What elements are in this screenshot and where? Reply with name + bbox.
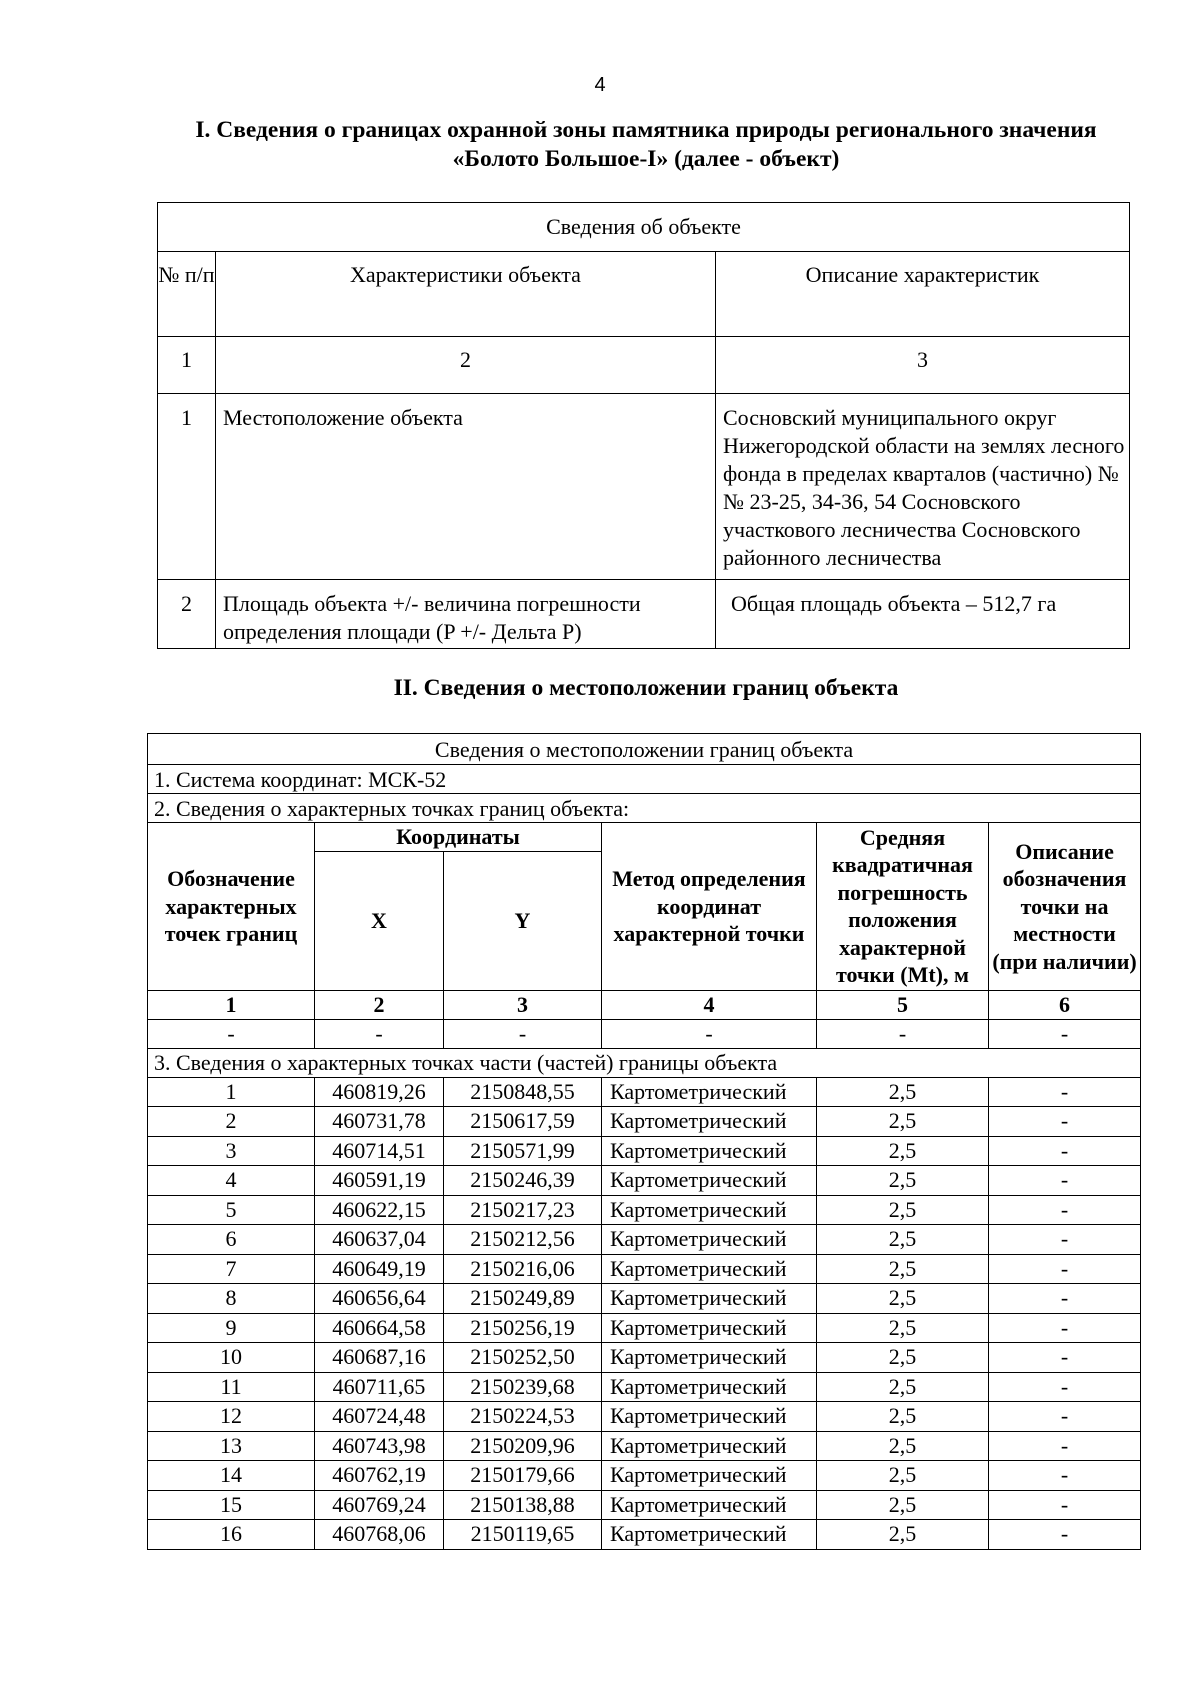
section1-title bbox=[150, 116, 1142, 174]
table-row bbox=[148, 1461, 1141, 1491]
x-coordinate-cell: 460649,19 bbox=[315, 1254, 444, 1284]
point-number-cell: 1 bbox=[148, 1077, 315, 1107]
y-coordinate-cell: 2150571,99 bbox=[444, 1136, 602, 1166]
error-cell: 2,5 bbox=[817, 1520, 989, 1550]
col-header-coordinates: Координаты bbox=[315, 823, 602, 852]
table-row bbox=[158, 580, 1130, 649]
col-header-description: Описание характеристик bbox=[716, 252, 1130, 337]
method-cell: Картометрический bbox=[602, 1225, 817, 1255]
error-cell: 2,5 bbox=[817, 1077, 989, 1107]
dash-cell: - bbox=[989, 1019, 1141, 1048]
error-cell: 2,5 bbox=[817, 1461, 989, 1491]
dash-cell: - bbox=[148, 1019, 315, 1048]
x-coordinate-cell: 460768,06 bbox=[315, 1520, 444, 1550]
x-coordinate-cell: 460714,51 bbox=[315, 1136, 444, 1166]
column-number-cell: 5 bbox=[817, 990, 989, 1019]
col-header-method: Метод определения координат характерной точки bbox=[602, 823, 817, 991]
point-number-cell: 3 bbox=[148, 1136, 315, 1166]
characteristic-cell: Площадь объекта +/- величина погрешности определения площади (P +/- Дельта P) bbox=[216, 580, 716, 649]
row-number: 1 bbox=[158, 394, 216, 580]
table-row bbox=[148, 1313, 1141, 1343]
point-description-cell: - bbox=[989, 1490, 1141, 1520]
column-number-cell: 4 bbox=[602, 990, 817, 1019]
x-coordinate-cell: 460622,15 bbox=[315, 1195, 444, 1225]
y-coordinate-cell: 2150224,53 bbox=[444, 1402, 602, 1432]
table-row bbox=[148, 1284, 1141, 1314]
col-header-y: Y bbox=[444, 851, 602, 990]
method-cell: Картометрический bbox=[602, 1490, 817, 1520]
column-number-cell: 6 bbox=[989, 990, 1141, 1019]
error-cell: 2,5 bbox=[817, 1284, 989, 1314]
error-cell: 2,5 bbox=[817, 1490, 989, 1520]
x-coordinate-cell: 460664,58 bbox=[315, 1313, 444, 1343]
method-cell: Картометрический bbox=[602, 1107, 817, 1137]
column-number-cell: 1 bbox=[148, 990, 315, 1019]
object-info-header: Сведения об объекте bbox=[158, 203, 1130, 252]
col-header-no: № п/п bbox=[158, 252, 216, 337]
point-description-cell: - bbox=[989, 1136, 1141, 1166]
error-cell: 2,5 bbox=[817, 1372, 989, 1402]
point-description-cell: - bbox=[989, 1343, 1141, 1373]
point-number-cell: 11 bbox=[148, 1372, 315, 1402]
y-coordinate-cell: 2150239,68 bbox=[444, 1372, 602, 1402]
x-coordinate-cell: 460724,48 bbox=[315, 1402, 444, 1432]
x-coordinate-cell: 460656,64 bbox=[315, 1284, 444, 1314]
x-coordinate-cell: 460769,24 bbox=[315, 1490, 444, 1520]
point-number-cell: 8 bbox=[148, 1284, 315, 1314]
point-description-cell: - bbox=[989, 1254, 1141, 1284]
point-number-cell: 10 bbox=[148, 1343, 315, 1373]
method-cell: Картометрический bbox=[602, 1284, 817, 1314]
method-cell: Картометрический bbox=[602, 1077, 817, 1107]
section2-title: II. Сведения о местоположении границ объекта bbox=[393, 675, 899, 701]
method-cell: Картометрический bbox=[602, 1313, 817, 1343]
page-number: 4 bbox=[594, 74, 606, 96]
point-number-cell: 2 bbox=[148, 1107, 315, 1137]
point-number-cell: 13 bbox=[148, 1431, 315, 1461]
table-row bbox=[148, 1372, 1141, 1402]
table-row bbox=[148, 1077, 1141, 1107]
points-header: 2. Сведения о характерных точках границ объекта: bbox=[148, 794, 1141, 823]
table-row bbox=[148, 1490, 1141, 1520]
error-cell: 2,5 bbox=[817, 1402, 989, 1432]
x-coordinate-cell: 460687,16 bbox=[315, 1343, 444, 1373]
dash-cell: - bbox=[817, 1019, 989, 1048]
point-description-cell: - bbox=[989, 1402, 1141, 1432]
point-description-cell: - bbox=[989, 1225, 1141, 1255]
point-description-cell: - bbox=[989, 1166, 1141, 1196]
y-coordinate-cell: 2150216,06 bbox=[444, 1254, 602, 1284]
col-header-characteristics: Характеристики объекта bbox=[216, 252, 716, 337]
y-coordinate-cell: 2150212,56 bbox=[444, 1225, 602, 1255]
error-cell: 2,5 bbox=[817, 1313, 989, 1343]
section1-title-line2: «Болото Большое-I» (далее - объект) bbox=[452, 146, 840, 172]
method-cell: Картометрический bbox=[602, 1431, 817, 1461]
section1-title-line1: I. Сведения о границах охранной зоны памятника природы регионального значения bbox=[195, 117, 1097, 143]
point-number-cell: 15 bbox=[148, 1490, 315, 1520]
point-description-cell: - bbox=[989, 1313, 1141, 1343]
error-cell: 2,5 bbox=[817, 1107, 989, 1137]
point-number-cell: 6 bbox=[148, 1225, 315, 1255]
column-number-cell: 2 bbox=[216, 337, 716, 394]
x-coordinate-cell: 460637,04 bbox=[315, 1225, 444, 1255]
y-coordinate-cell: 2150217,23 bbox=[444, 1195, 602, 1225]
point-description-cell: - bbox=[989, 1077, 1141, 1107]
point-number-cell: 16 bbox=[148, 1520, 315, 1550]
col-header-x: X bbox=[315, 851, 444, 990]
method-cell: Картометрический bbox=[602, 1520, 817, 1550]
error-cell: 2,5 bbox=[817, 1254, 989, 1284]
table-row bbox=[148, 1431, 1141, 1461]
y-coordinate-cell: 2150256,19 bbox=[444, 1313, 602, 1343]
table-row bbox=[148, 1136, 1141, 1166]
table-row bbox=[148, 1402, 1141, 1432]
object-info-table bbox=[157, 202, 1130, 649]
column-number-cell: 3 bbox=[444, 990, 602, 1019]
y-coordinate-cell: 2150252,50 bbox=[444, 1343, 602, 1373]
row-number: 2 bbox=[158, 580, 216, 649]
description-cell: Общая площадь объекта – 512,7 га bbox=[716, 580, 1130, 649]
table-row bbox=[148, 1195, 1141, 1225]
method-cell: Картометрический bbox=[602, 1195, 817, 1225]
characteristic-cell: Местоположение объекта bbox=[216, 394, 716, 580]
error-cell: 2,5 bbox=[817, 1136, 989, 1166]
point-description-cell: - bbox=[989, 1520, 1141, 1550]
y-coordinate-cell: 2150848,55 bbox=[444, 1077, 602, 1107]
dash-cell: - bbox=[315, 1019, 444, 1048]
table-row bbox=[158, 394, 1130, 580]
point-description-cell: - bbox=[989, 1461, 1141, 1491]
x-coordinate-cell: 460819,26 bbox=[315, 1077, 444, 1107]
method-cell: Картометрический bbox=[602, 1402, 817, 1432]
parts-header: 3. Сведения о характерных точках части (частей) границы объекта bbox=[148, 1048, 1141, 1077]
point-number-cell: 9 bbox=[148, 1313, 315, 1343]
table-row bbox=[148, 1520, 1141, 1550]
point-description-cell: - bbox=[989, 1284, 1141, 1314]
y-coordinate-cell: 2150138,88 bbox=[444, 1490, 602, 1520]
y-coordinate-cell: 2150246,39 bbox=[444, 1166, 602, 1196]
point-description-cell: - bbox=[989, 1195, 1141, 1225]
point-description-cell: - bbox=[989, 1107, 1141, 1137]
x-coordinate-cell: 460762,19 bbox=[315, 1461, 444, 1491]
x-coordinate-cell: 460591,19 bbox=[315, 1166, 444, 1196]
point-description-cell: - bbox=[989, 1431, 1141, 1461]
y-coordinate-cell: 2150249,89 bbox=[444, 1284, 602, 1314]
x-coordinate-cell: 460731,78 bbox=[315, 1107, 444, 1137]
method-cell: Картометрический bbox=[602, 1136, 817, 1166]
y-coordinate-cell: 2150209,96 bbox=[444, 1431, 602, 1461]
error-cell: 2,5 bbox=[817, 1166, 989, 1196]
method-cell: Картометрический bbox=[602, 1166, 817, 1196]
error-cell: 2,5 bbox=[817, 1195, 989, 1225]
method-cell: Картометрический bbox=[602, 1254, 817, 1284]
point-number-cell: 5 bbox=[148, 1195, 315, 1225]
table-row bbox=[148, 1254, 1141, 1284]
col-header-error: Средняя квадратичная погрешность положения характерной точки (Mt), м bbox=[817, 823, 989, 991]
point-number-cell: 12 bbox=[148, 1402, 315, 1432]
y-coordinate-cell: 2150617,59 bbox=[444, 1107, 602, 1137]
method-cell: Картометрический bbox=[602, 1372, 817, 1402]
error-cell: 2,5 bbox=[817, 1343, 989, 1373]
table-row bbox=[148, 1107, 1141, 1137]
column-number-cell: 2 bbox=[315, 990, 444, 1019]
point-description-cell: - bbox=[989, 1372, 1141, 1402]
table-row bbox=[148, 1343, 1141, 1373]
point-number-cell: 4 bbox=[148, 1166, 315, 1196]
y-coordinate-cell: 2150119,65 bbox=[444, 1520, 602, 1550]
x-coordinate-cell: 460711,65 bbox=[315, 1372, 444, 1402]
point-number-cell: 7 bbox=[148, 1254, 315, 1284]
boundary-points-table bbox=[147, 733, 1141, 1550]
method-cell: Картометрический bbox=[602, 1343, 817, 1373]
table-row bbox=[148, 1166, 1141, 1196]
column-number-cell: 1 bbox=[158, 337, 216, 394]
dash-cell: - bbox=[444, 1019, 602, 1048]
boundary-table-header: Сведения о местоположении границ объекта bbox=[148, 734, 1141, 765]
error-cell: 2,5 bbox=[817, 1225, 989, 1255]
dash-cell: - bbox=[602, 1019, 817, 1048]
method-cell: Картометрический bbox=[602, 1461, 817, 1491]
point-number-cell: 14 bbox=[148, 1461, 315, 1491]
x-coordinate-cell: 460743,98 bbox=[315, 1431, 444, 1461]
col-header-point-description: Описание обозначения точки на местности (при наличии) bbox=[989, 823, 1141, 991]
y-coordinate-cell: 2150179,66 bbox=[444, 1461, 602, 1491]
coordinate-system: 1. Система координат: МСК-52 bbox=[148, 765, 1141, 794]
table-row bbox=[148, 1225, 1141, 1255]
description-cell: Сосновский муниципального округ Нижегородской области на землях лесного фонда в пределах кварталов (частично) №№ 23-25, 34-36, 54 Сосновского участкового лесничества Сосновского районного лесничества bbox=[716, 394, 1130, 580]
col-header-designation: Обозначение характерных точек границ bbox=[148, 823, 315, 991]
column-number-cell: 3 bbox=[716, 337, 1130, 394]
error-cell: 2,5 bbox=[817, 1431, 989, 1461]
